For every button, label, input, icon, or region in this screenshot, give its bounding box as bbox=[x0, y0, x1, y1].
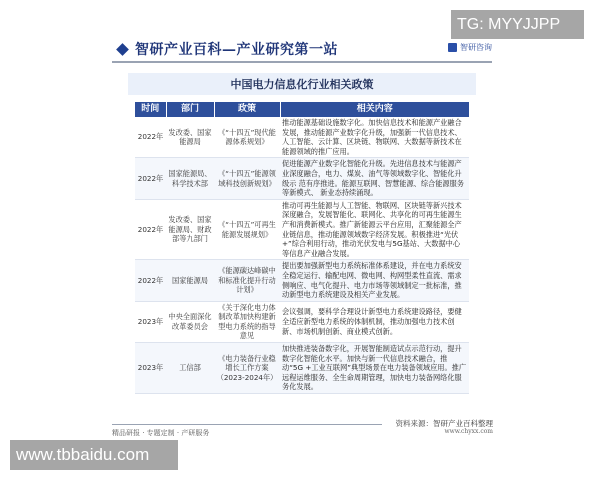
cell-time: 2022年 bbox=[135, 260, 166, 301]
logo-icon bbox=[448, 43, 457, 52]
cell-content: 促进能源产业数字化智能化升级。先进信息技术与能源产业深度融合，电力、煤炭、油气等领域数字化、智能化升级示 范有序推进。能源互联网、智慧能源、综合能源服务等新模式、 新业态持续涌现。 bbox=[280, 158, 469, 199]
table-title: 中国电力信息化行业相关政策 bbox=[128, 73, 476, 95]
cell-time: 2022年 bbox=[135, 117, 166, 158]
cell-time: 2022年 bbox=[135, 199, 166, 260]
table-header-row bbox=[135, 102, 469, 117]
column-header-time: 时间 bbox=[135, 102, 166, 117]
header-divider bbox=[112, 61, 492, 63]
cell-dept: 发改委、国家能源局 bbox=[166, 117, 214, 158]
table-row bbox=[135, 343, 469, 394]
source-note: 资料来源：智研产业百科整理 bbox=[395, 419, 493, 428]
cell-content: 提出要加强新型电力系统标准体系建设，并在电力系统安全稳定运行、输配电网、微电网、构网型柔性直流、需求侧响应、电气化提升、电力市场等领域制定一批标准，推动新型电力系统建设及相关产业发展。 bbox=[280, 260, 469, 301]
column-header-dept: 部门 bbox=[166, 102, 214, 117]
watermark-site: www.tbbaidu.com bbox=[10, 440, 178, 470]
cell-policy: 《能源碳达峰碳中和标准化提升行动计划》 bbox=[214, 260, 280, 301]
cell-time: 2023年 bbox=[135, 343, 166, 394]
cell-dept: 中央全面深化改革委员会 bbox=[166, 301, 214, 342]
footer-tagline: 精品研报 · 专题定制 · 产研服务 bbox=[112, 429, 210, 437]
cell-policy: 《“十四五”可再生能源发展规划》 bbox=[214, 199, 280, 260]
cell-content: 会议强调，要科学合理设计新型电力系统建设路径，要健全适应新型电力系统的体制机制，推动加强电力技术创新、市场机制创新、商业模式创新。 bbox=[280, 301, 469, 342]
cell-dept: 发改委、国家能源局、财政部等九部门 bbox=[166, 199, 214, 260]
cell-dept: 工信部 bbox=[166, 343, 214, 394]
column-header-content: 相关内容 bbox=[280, 102, 469, 117]
table-row bbox=[135, 301, 469, 342]
table-row bbox=[135, 199, 469, 260]
logo-text: 智研咨询 bbox=[460, 43, 492, 52]
cell-content: 推动能源基础设施数字化。加快信息技术和能源产业融合发展，推动能源产业数字化升级，加强新一代信息技术、人工智能、云计算、区块链、物联网、大数据等新技术在能源领域的推广应用。 bbox=[280, 117, 469, 158]
column-header-policy: 政策 bbox=[214, 102, 280, 117]
cell-content: 加快推进装备数字化，开展智能制造试点示范行动，提升数字化智能化水平。加快与新一代信息技术融合，推动“5G +工业互联网”典型场景在电力装备领域应用。推广远程运维服务、全生命周期管理，加快电力装备网络化服务化发展。 bbox=[280, 343, 469, 394]
cell-policy: 《“十四五”现代能源体系规划》 bbox=[214, 117, 280, 158]
diamond-icon bbox=[116, 43, 129, 56]
cell-policy: 《电力装备行业稳增长工作方案（2023-2024年） bbox=[214, 343, 280, 394]
cell-dept: 国家能源局 bbox=[166, 260, 214, 301]
table-row bbox=[135, 117, 469, 158]
footer-divider bbox=[112, 424, 382, 425]
cell-time: 2023年 bbox=[135, 301, 166, 342]
page-header bbox=[112, 38, 492, 60]
cell-policy: 《关于深化电力体制改革加快构建新型电力系统的指导意见 bbox=[214, 301, 280, 342]
cell-content: 推动可再生能源与人工智能、物联网、区块链等新兴技术深度融合，发展智能化、联网化、共享化的可再生能源生产和消费新模式。推广新能源云平台应用，汇聚能源全产业链信息，推动能源领域数字经济发展。积极推进“光伏+”综合利用行动，推动光伏发电与5G基站、大数据中心等信息产业融合发展。 bbox=[280, 199, 469, 260]
table-row bbox=[135, 260, 469, 301]
cell-time: 2022年 bbox=[135, 158, 166, 199]
cell-policy: 《“十四五”能源领域科技创新规划》 bbox=[214, 158, 280, 199]
header-title: 智研产业百科—产业研究第一站 bbox=[135, 42, 338, 58]
brand-logo bbox=[448, 42, 492, 53]
policy-table bbox=[135, 102, 469, 394]
cell-dept: 国家能源局、科学技术部 bbox=[166, 158, 214, 199]
watermark-tg: TG: MYYJJPP bbox=[451, 10, 584, 39]
source-url: www.chyxx.com bbox=[444, 428, 493, 435]
table-row bbox=[135, 158, 469, 199]
